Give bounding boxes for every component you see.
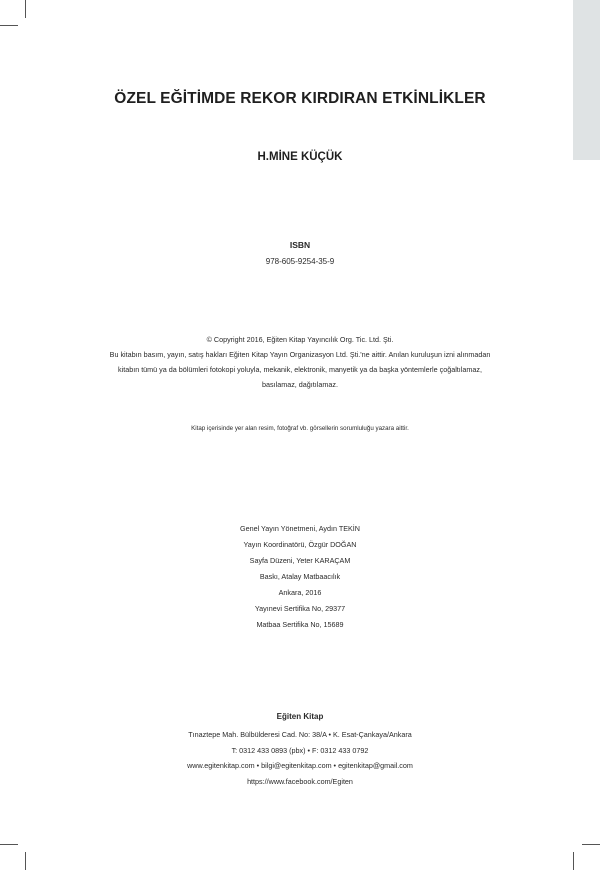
rights-line: Bu kitabın basım, yayın, satış hakları Eğiten Kitap Yayın Organizasyon Ltd. Şti.'ne aittir. Anılan kuruluşun izni alınmadan — [109, 350, 491, 359]
credit-line: Yayın Koordinatörü, Özgür DOĞAN — [243, 540, 357, 549]
responsibility-note: Kitap içerisinde yer alan resim, fotoğraf vb. görsellerin sorumluluğu yazara aittir. — [191, 425, 409, 432]
crop-mark-bottom-right-v — [573, 852, 574, 870]
credits-block — [0, 521, 600, 633]
publisher-facebook: https://www.facebook.com/Egiten — [247, 776, 353, 786]
crop-mark-top-left-h — [0, 25, 18, 26]
publisher-info — [0, 727, 600, 789]
credit-line: Ankara, 2016 — [278, 588, 322, 597]
publisher-address: Tınaztepe Mah. Bülbülderesi Cad. No: 38/A • K. Esat-Çankaya/Ankara — [188, 730, 412, 739]
credit-line: Baskı, Atalay Matbaacılık — [259, 572, 341, 581]
copyright-block — [0, 332, 600, 392]
rights-line: kitabın tümü ya da bölümleri fotokopi yoluyla, mekanik, elektronik, manyetik ya da başka yöntemlerle çoğaltılamaz, — [118, 365, 482, 374]
publisher-web: www.egitenkitap.com • bilgi@egitenkitap.com • egitenkitap@gmail.com — [187, 761, 413, 770]
credit-line: Genel Yayın Yönetmeni, Aydın TEKİN — [240, 524, 360, 533]
page-edge-tab — [573, 0, 600, 160]
rights-line: basılamaz, dağıtılamaz. — [262, 380, 338, 389]
crop-mark-bottom-left-h — [0, 844, 18, 845]
credit-line: Matbaa Sertifika No, 15689 — [256, 620, 344, 629]
book-title: ÖZEL EĞİTİMDE REKOR KIRDIRAN ETKİNLİKLER — [114, 90, 486, 107]
publisher-name: Eğiten Kitap — [276, 712, 324, 721]
publisher-phone: T: 0312 433 0893 (pbx) • F: 0312 433 0792 — [231, 745, 369, 755]
author-name: H.MİNE KÜÇÜK — [257, 151, 343, 163]
isbn-number: 978-605-9254-35-9 — [265, 257, 335, 266]
crop-mark-top-left-v — [25, 0, 26, 18]
copyright-line: © Copyright 2016, Eğiten Kitap Yayıncılık Org. Tic. Ltd. Şti. — [206, 335, 394, 344]
crop-mark-bottom-right-h — [582, 844, 600, 845]
credit-line: Yayınevi Sertifika No, 29377 — [254, 604, 346, 613]
isbn-label: ISBN — [289, 240, 311, 250]
credit-line: Sayfa Düzeni, Yeter KARAÇAM — [249, 556, 351, 565]
crop-mark-bottom-left-v — [25, 852, 26, 870]
